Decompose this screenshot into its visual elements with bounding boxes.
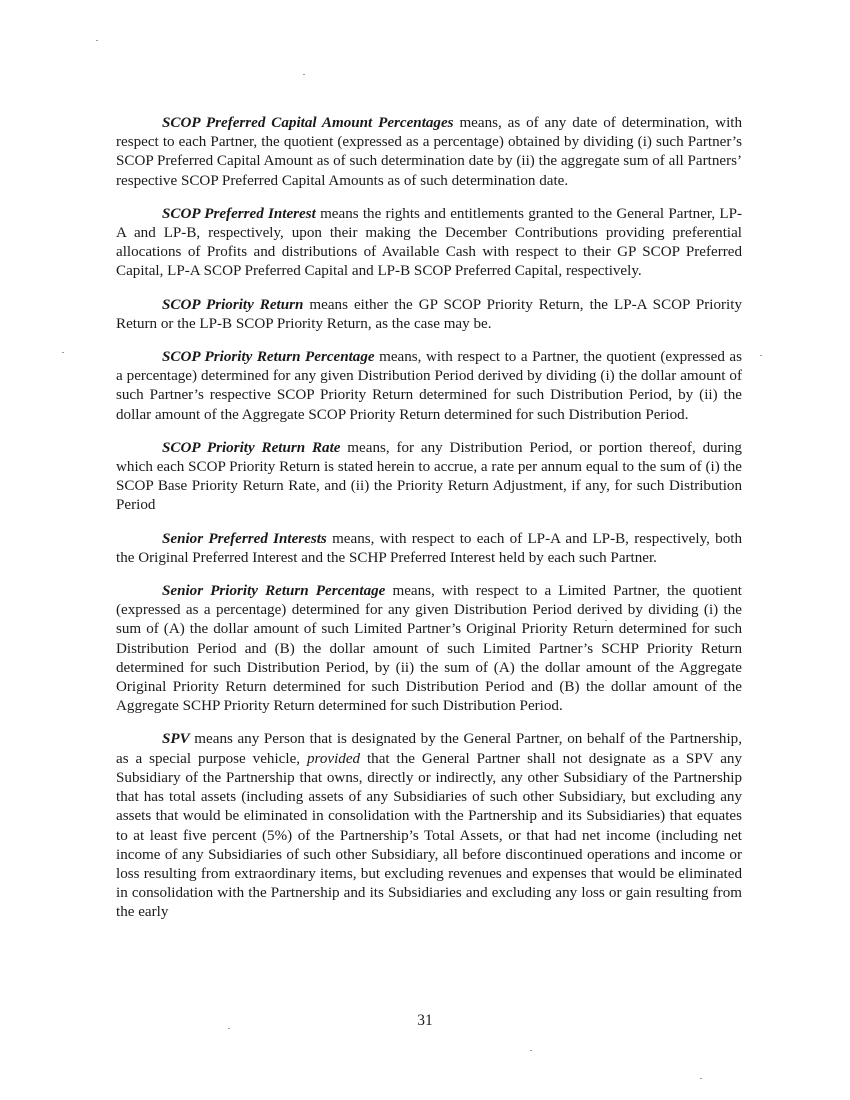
scan-speck — [605, 620, 607, 621]
definition-senior-preferred-interests — [116, 530, 742, 568]
scan-speck — [62, 352, 64, 353]
definition-text: means, for any Distribution Period, or portion thereof, during which each SCOP Priority Return is stated herein to accrue, a rate per annum equal to the sum of (i) the SCOP Base Priority Return Rate, and (ii) the Priority Return Adjustment, if any, for such Distribution Period — [116, 439, 742, 514]
definition-text: means, as of any date of determination, with respect to each Partner, the quotient (expressed as a percentage) obtained by dividing (i) such Partner’s SCOP Preferred Capital Amount as of such determination date by (ii) the aggregate sum of all Partners’ respective SCOP Preferred Capital Amounts as of such determination date. — [116, 115, 743, 189]
scan-speck — [760, 355, 762, 356]
definition-scop-priority-return-percentage — [116, 348, 742, 425]
definitions-section — [116, 114, 742, 937]
definition-scop-preferred-capital-amount-percentages — [116, 114, 742, 191]
definition-text: means, with respect to a Partner, the quotient (expressed as a percentage) determined for any given Distribution Period derived by dividing (i) the dollar amount of such Partner’s respective SCOP Priority Return determined for such Distribution Period, by (ii) the dollar amount of the Aggregate SCOP Priority Return determined for such Distribution Period. — [116, 349, 742, 423]
defined-term: Senior Priority Return Percentage — [162, 583, 386, 600]
definition-text: means the rights and entitlements granted to the General Partner, LP-A and LP-B, respectively, upon their making the December Contributions providing preferential allocations of Profits and distributions of Available Cash with respect to their GP SCOP Preferred Capital, LP-A SCOP Preferred Capital and LP-B SCOP Preferred Capital, respectively. — [116, 205, 742, 280]
definition-spv — [116, 730, 742, 922]
scan-speck — [700, 1078, 702, 1079]
definition-scop-priority-return — [116, 296, 742, 334]
scan-speck — [96, 40, 98, 41]
defined-term: SCOP Priority Return — [162, 296, 304, 313]
definition-text: means, with respect to each of LP-A and LP-B, respectively, both the Original Preferred Interest and the SCHP Preferred Interest held by each such Partner. — [116, 530, 743, 566]
defined-term: SCOP Priority Return Percentage — [162, 349, 375, 366]
definition-senior-priority-return-percentage — [116, 582, 742, 716]
definition-text: means any Person that is designated by the General Partner, on behalf of the Partnership, as a special purpose vehicle, — [116, 731, 742, 767]
definition-text-continued: that the General Partner shall not designate as a SPV any Subsidiary of the Partnership that owns, directly or indirectly, any other Subsidiary of the Partnership that has total assets (including assets of any Subsidiaries of such other Subsidiary, but excluding any assets that would be eliminated in consolidation with the Partnership and its Subsidiaries) that equates to at least five percent (5%) of the Partnership’s Total Assets, or that had net income (including net income of any Subsidiaries of such other Subsidiary, all before discontinued operations and income or loss resulting from extraordinary items, but excluding revenues and expenses that would be eliminated in consolidation with the Partnership and its Subsidiaries and excluding any loss or gain resulting from the early — [116, 750, 742, 921]
definition-text: means either the GP SCOP Priority Return, the LP-A SCOP Priority Return or the LP-B SCOP Priority Return, as the case may be. — [116, 296, 742, 332]
definition-scop-priority-return-rate — [116, 439, 742, 516]
defined-term: Senior Preferred Interests — [162, 530, 327, 547]
defined-term: SCOP Priority Return Rate — [162, 439, 341, 456]
scan-speck — [228, 1028, 230, 1029]
defined-term: SPV — [162, 731, 190, 748]
scan-speck — [530, 1050, 532, 1051]
defined-term: SCOP Preferred Interest — [162, 205, 316, 222]
page-number: 31 — [417, 1012, 433, 1029]
definition-text: means, with respect to a Limited Partner, the quotient (expressed as a percentage) determined for any given Distribution Period derived by dividing (i) the sum of (A) the dollar amount of such Limited Partner’s Original Priority Return determined for such Distribution Period and (B) the dollar amount of such Limited Partner’s SCHP Priority Return determined for such Distribution Period, by (ii) the sum of (A) the dollar amount of the Aggregate Original Priority Return determined for such Distribution Period and (B) the dollar amount of the Aggregate SCHP Priority Return determined for such Distribution Period. — [116, 583, 742, 715]
scan-speck — [303, 74, 305, 75]
defined-term: SCOP Preferred Capital Amount Percentages — [162, 115, 454, 131]
definition-scop-preferred-interest — [116, 205, 742, 282]
proviso-emphasis: provided — [306, 750, 361, 767]
